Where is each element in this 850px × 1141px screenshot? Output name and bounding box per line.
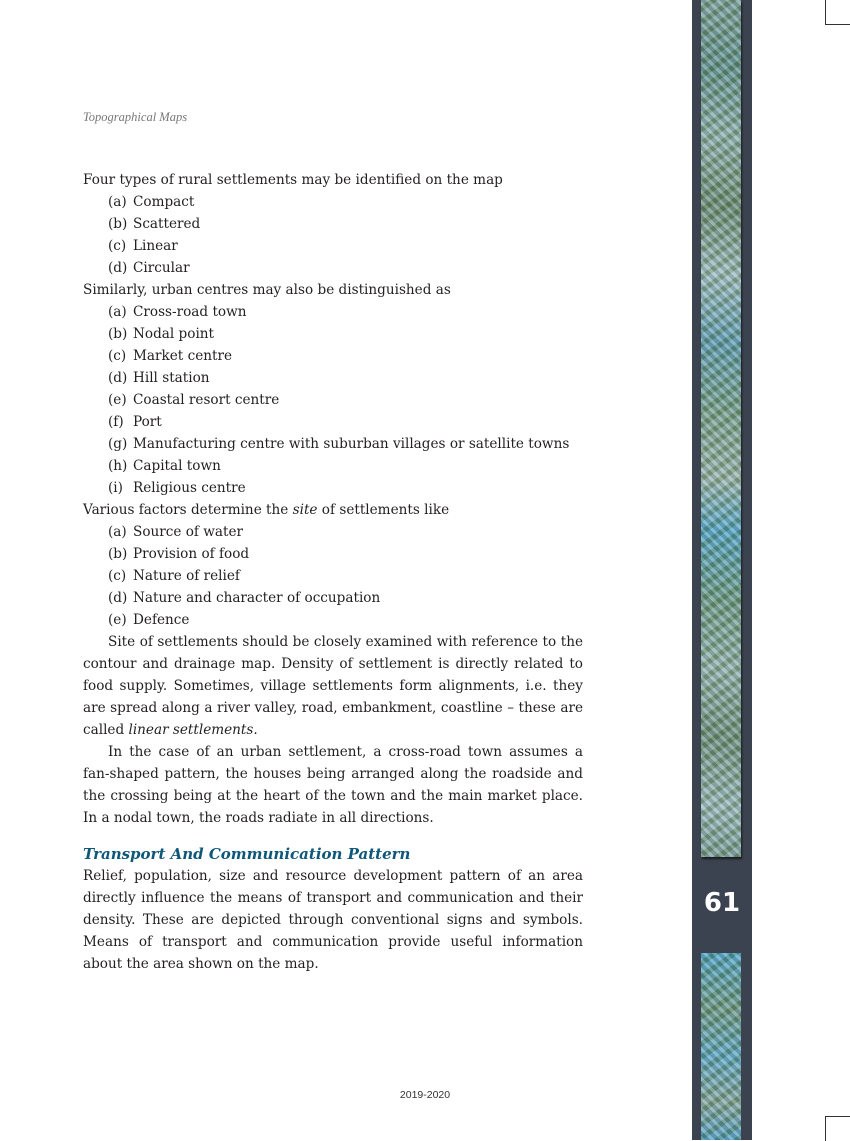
urban-intro: Similarly, urban centres may also be distinguished as (83, 282, 451, 298)
list-text: Hill station (133, 370, 210, 386)
list-text: Compact (133, 194, 195, 210)
list-item (83, 191, 583, 213)
site-intro-text: Various factors determine the (83, 502, 293, 518)
list-text: Provision of food (133, 546, 250, 562)
list-marker: (a) (108, 524, 127, 540)
rural-intro: Four types of rural settlements may be identified on the map (83, 172, 503, 188)
list-text: Nature of relief (133, 568, 240, 584)
list-item (83, 455, 583, 477)
list-marker: (e) (108, 612, 127, 628)
site-emphasis: site (292, 502, 318, 518)
transport-heading: Transport And Communication Pattern (83, 845, 411, 863)
list-item (83, 411, 583, 433)
site-factor-list (83, 521, 583, 631)
list-item (83, 323, 583, 345)
paragraph-urban: In the case of an urban settlement, a cross-road town assumes a fan-shaped pattern, the houses being arranged along the roadside and the crossing being at the heart of the town and the main market place. In a nodal town, the roads radiate in all directions. (83, 744, 583, 826)
list-text: Cross-road town (133, 304, 247, 320)
list-marker: (d) (108, 590, 128, 606)
list-marker: (a) (108, 194, 127, 210)
list-item (83, 367, 583, 389)
list-marker: (b) (108, 216, 128, 232)
site-intro (83, 499, 583, 521)
list-item (83, 587, 583, 609)
list-item (83, 389, 583, 411)
list-item (83, 565, 583, 587)
list-item (83, 235, 583, 257)
crop-mark-top (825, 0, 850, 25)
list-marker: (d) (108, 370, 128, 386)
list-text: Nodal point (133, 326, 215, 342)
list-item (83, 301, 583, 323)
side-margin-band (692, 0, 752, 1140)
list-item (83, 433, 583, 455)
list-text: Market centre (133, 348, 233, 364)
list-marker: (a) (108, 304, 127, 320)
list-marker: (c) (108, 348, 127, 364)
paragraph-site-text: Site of settlements should be closely examined with reference to the contour and drainage map. Density of settlement is directly related to food supply. Sometimes, village settlements form alignments, i.e. they are spread along a river valley, road, embankment, coastline – these are called (83, 634, 583, 738)
running-header: Topographical Maps (83, 110, 188, 124)
satellite-image-strip-lower (701, 953, 741, 1140)
list-text: Manufacturing centre with suburban villages or satellite towns (133, 436, 570, 452)
list-marker: (g) (108, 436, 128, 452)
list-text: Defence (133, 612, 190, 628)
paragraph-site (83, 631, 583, 741)
list-item (83, 477, 583, 499)
list-item (83, 257, 583, 279)
list-text: Capital town (133, 458, 221, 474)
linear-settlements-emphasis: linear settlements (128, 722, 254, 738)
list-text: Linear (133, 238, 178, 254)
list-marker: (e) (108, 392, 127, 408)
paragraph-transport: Relief, population, size and resource development pattern of an area directly influence the means of transport and communication and their density. These are depicted through conventional signs and symbols. Means of transport and communication provide useful information about the area shown on the map. (83, 868, 583, 972)
list-text: Scattered (133, 216, 201, 232)
list-marker: (h) (108, 458, 128, 474)
page-body (83, 169, 583, 975)
rural-settlement-list (83, 191, 583, 279)
list-marker: (b) (108, 326, 128, 342)
list-item (83, 213, 583, 235)
list-text: Nature and character of occupation (133, 590, 381, 606)
list-marker: (c) (108, 568, 127, 584)
list-text: Coastal resort centre (133, 392, 280, 408)
list-item (83, 521, 583, 543)
list-text: Port (133, 414, 162, 430)
list-text: Religious centre (133, 480, 246, 496)
list-text: Circular (133, 260, 190, 276)
list-text: Source of water (133, 524, 244, 540)
list-marker: (c) (108, 238, 127, 254)
list-marker: (f) (108, 414, 124, 430)
crop-mark-bottom (825, 1116, 850, 1141)
page-number: 61 (703, 888, 741, 918)
urban-centre-list (83, 301, 583, 499)
list-item (83, 345, 583, 367)
list-item (83, 609, 583, 631)
footer-year: 2019-2020 (399, 1089, 451, 1101)
list-item (83, 543, 583, 565)
site-intro-text-end: of settlements like (317, 502, 450, 518)
paragraph-site-end: . (253, 722, 258, 738)
list-marker: (b) (108, 546, 128, 562)
satellite-image-strip (701, 0, 741, 857)
list-marker: (d) (108, 260, 128, 276)
list-marker: (i) (108, 480, 123, 496)
